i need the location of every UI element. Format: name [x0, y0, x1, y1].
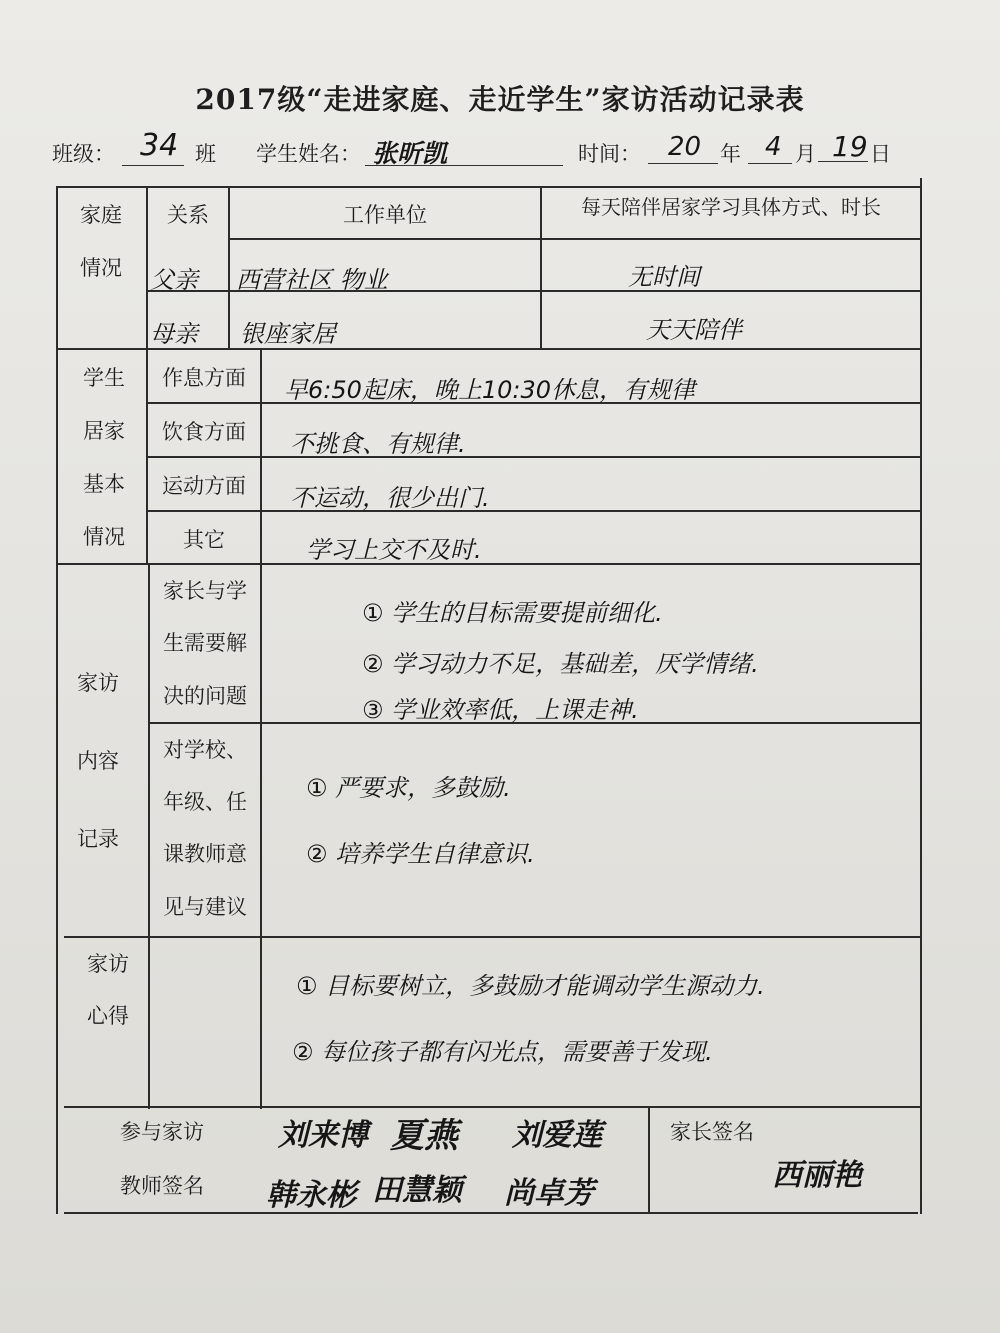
family-section-label-2: 情况	[80, 256, 122, 280]
parent-signature: 西丽艳	[772, 1158, 862, 1193]
mother-relation: 母亲	[150, 320, 198, 348]
advice-label-2: 年级、任	[163, 790, 247, 814]
basic-section-label-2: 居家	[83, 419, 125, 443]
teacher-signature-6: 尚卓芳	[504, 1176, 594, 1211]
basic-section-label-4: 情况	[83, 525, 125, 549]
teacher-signature-5: 田慧颖	[372, 1173, 462, 1208]
year-value: 20	[668, 132, 702, 162]
work-header: 工作单位	[343, 203, 427, 227]
routine-value: 早6:50起床，晚上10:30休息，有规律	[284, 376, 696, 404]
teacher-signature-2: 夏燕	[390, 1116, 458, 1156]
class-label: 班级：	[52, 142, 115, 166]
insight-item-2: ② 每位孩子都有闪光点，需要善于发现.	[292, 1038, 713, 1066]
issue-item-3: ③ 学业效率低，上课走神.	[362, 696, 639, 724]
visit-section-label-1: 家访	[77, 671, 119, 695]
routine-label: 作息方面	[162, 366, 246, 390]
insight-item-1: ① 目标要树立，多鼓励才能调动学生源动力.	[296, 972, 765, 1000]
class-suffix: 班	[195, 142, 216, 166]
accompany-header: 每天陪伴居家学习具体方式、时长	[581, 195, 881, 219]
month-suffix: 月	[795, 142, 816, 166]
diet-label: 饮食方面	[162, 420, 246, 444]
day-value: 19	[832, 130, 868, 163]
issues-label-1: 家长与学	[163, 579, 247, 603]
teacher-sign-label-2: 教师签名	[120, 1174, 204, 1198]
relation-header: 关系	[167, 203, 209, 227]
insight-section-label-1: 家访	[87, 952, 129, 976]
family-section-label-1: 家庭	[80, 203, 122, 227]
parent-sign-label: 家长签名	[670, 1120, 754, 1144]
month-value: 4	[765, 132, 782, 162]
teacher-sign-label-1: 参与家访	[120, 1120, 204, 1144]
day-underline	[818, 161, 868, 162]
student-name-value: 张昕凯	[372, 139, 448, 168]
basic-section-label-3: 基本	[83, 472, 125, 496]
diet-value: 不挑食、有规律.	[290, 430, 466, 458]
exercise-label: 运动方面	[162, 474, 246, 498]
advice-label-4: 见与建议	[163, 895, 247, 919]
father-relation: 父亲	[150, 266, 198, 294]
form-title: 2017级“走进家庭、走近学生”家访活动记录表	[195, 83, 805, 116]
month-underline	[748, 163, 792, 164]
basic-section-label-1: 学生	[83, 366, 125, 390]
father-work: 西营社区 物业	[236, 266, 388, 294]
student-name-underline	[365, 165, 563, 166]
teacher-signature-3: 刘爱莲	[512, 1118, 602, 1153]
issues-label-2: 生需要解	[163, 631, 247, 655]
other-label: 其它	[183, 528, 225, 552]
visit-section-label-2: 内容	[77, 749, 119, 773]
class-value: 34	[140, 128, 179, 163]
mother-work: 银座家居	[240, 320, 336, 348]
student-name-label: 学生姓名：	[256, 142, 361, 166]
class-underline	[122, 165, 184, 166]
teacher-signature-4: 韩永彬	[266, 1178, 356, 1213]
other-value: 学习上交不及时.	[306, 536, 482, 564]
advice-item-1: ① 严要求，多鼓励.	[306, 774, 511, 802]
father-accompany: 无时间	[628, 263, 700, 291]
advice-label-3: 课教师意	[163, 842, 247, 866]
advice-item-2: ② 培养学生自律意识.	[306, 840, 535, 868]
visit-section-label-3: 记录	[77, 827, 119, 851]
insight-section-label-2: 心得	[87, 1004, 129, 1028]
year-underline	[648, 163, 718, 164]
teacher-signature-1: 刘来博	[278, 1118, 368, 1153]
exercise-value: 不运动，很少出门.	[290, 484, 490, 512]
mother-accompany: 天天陪伴	[646, 316, 742, 344]
year-suffix: 年	[720, 142, 741, 166]
issues-label-3: 决的问题	[163, 684, 247, 708]
advice-label-1: 对学校、	[163, 738, 247, 762]
day-suffix: 日	[870, 142, 891, 166]
issue-item-2: ② 学习动力不足，基础差，厌学情绪.	[362, 650, 759, 678]
time-label: 时间：	[578, 142, 641, 166]
issue-item-1: ① 学生的目标需要提前细化.	[362, 599, 663, 627]
